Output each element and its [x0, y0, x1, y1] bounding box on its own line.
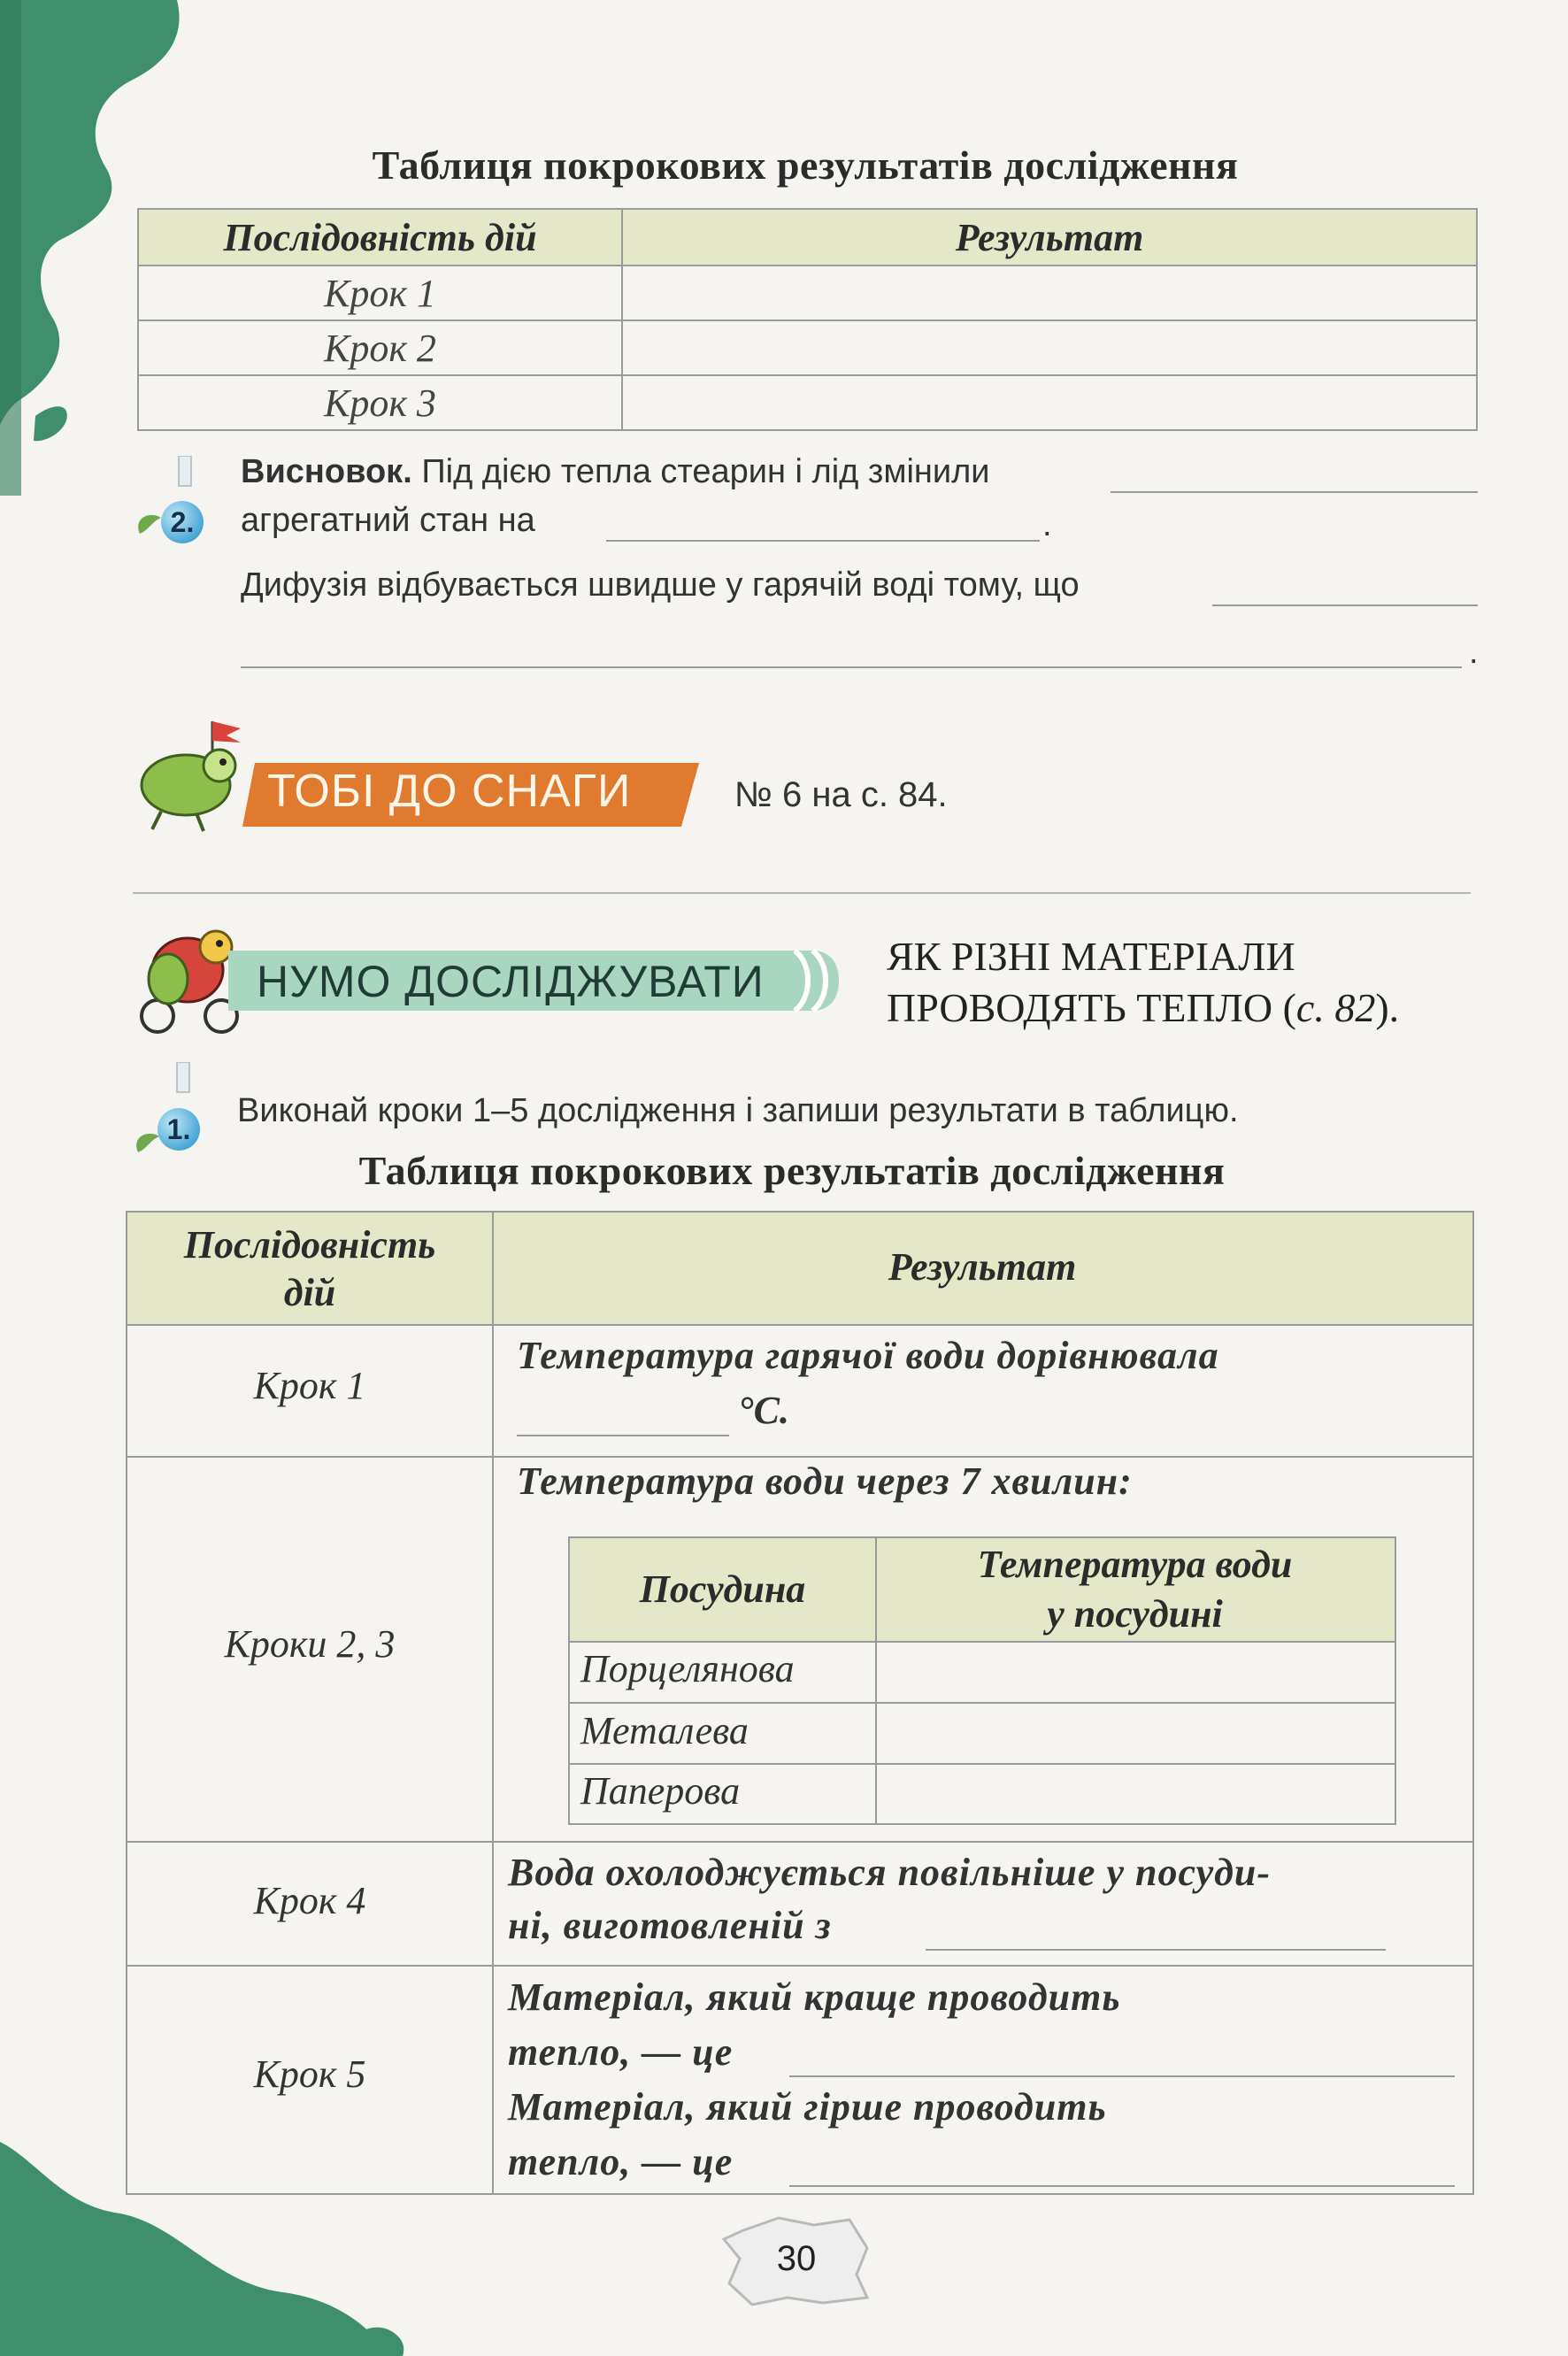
table2-col2-header: Результат — [888, 1245, 1077, 1289]
conclusion-label: Висновок. — [241, 453, 412, 490]
step5-better-conductor-input[interactable] — [789, 2075, 1455, 2077]
step4-material-input[interactable] — [926, 1949, 1386, 1951]
table2-col1-header — [127, 1221, 492, 1317]
conclusion-line3: Дифузія відбувається швидше у гарячій воді тому, що — [241, 566, 1080, 604]
table2-step4-text — [508, 1846, 1271, 1952]
inner-col2-header-b: у посудині — [1047, 1592, 1223, 1636]
table1-result2[interactable] — [622, 320, 1477, 375]
table2-step4-text-a: Вода охолоджується повільніше у посуди- — [508, 1851, 1272, 1894]
inner-col2-header — [875, 1540, 1395, 1639]
table2-step23-label: Кроки 2, 3 — [224, 1622, 396, 1666]
table1-title: Таблиця покрокових результатів дослідження — [372, 142, 1239, 188]
table1 — [137, 208, 1478, 431]
table2-col1-header-a: Послідовність — [183, 1223, 436, 1267]
conclusion-line2: агрегатний стан на — [241, 502, 535, 539]
answer-line-3[interactable] — [1212, 604, 1478, 606]
table1-step2: Крок 2 — [138, 320, 622, 375]
table2-step5-label: Крок 5 — [253, 2052, 366, 2096]
research-title-end: ). — [1375, 985, 1400, 1030]
table1-result3[interactable] — [622, 375, 1477, 430]
table1-result1[interactable] — [622, 266, 1477, 320]
table2-row-sep-1 — [127, 1456, 1472, 1458]
answer-line-1[interactable] — [1111, 491, 1478, 493]
table2-title: Таблиця покрокових результатів дослідження — [358, 1148, 1226, 1193]
table2-row-sep-2 — [127, 1841, 1472, 1843]
temp-paper-input[interactable] — [877, 1765, 1395, 1821]
table2-step1-text: Температура гарячої води дорівнювала — [517, 1334, 1219, 1377]
temp-porcelain-input[interactable] — [877, 1643, 1395, 1701]
inner-col2-header-a: Температура води — [977, 1543, 1293, 1586]
table2-step23-text: Температура води через 7 хвилин: — [517, 1459, 1133, 1503]
banner-tobi-do-snahy: ТОБІ ДО СНАГИ — [267, 766, 632, 817]
table2-step4-text-b: ні, виготовленій з — [508, 1904, 832, 1947]
table2-step1-unit: °С. — [738, 1389, 789, 1432]
section-divider — [133, 892, 1471, 894]
answer-line-4-period: . — [1469, 634, 1479, 671]
temp-metal-input[interactable] — [877, 1704, 1395, 1762]
inner-col1-header: Посудина — [639, 1567, 806, 1611]
vessel-porcelain: Порцелянова — [580, 1647, 795, 1690]
table2-step4-label: Крок 4 — [253, 1879, 366, 1922]
table1-col1-header: Послідовність дій — [138, 209, 622, 266]
vessel-paper: Паперова — [580, 1769, 741, 1813]
answer-line-2-period: . — [1042, 506, 1052, 543]
banner-numo-doslidzhuvaty: НУМО ДОСЛІДЖУВАТИ — [257, 957, 765, 1006]
step1-temperature-input[interactable] — [517, 1435, 729, 1436]
research-title-line2 — [887, 982, 1399, 1034]
answer-line-4[interactable] — [241, 666, 1462, 668]
table2-step5-text-a: Матеріал, який краще проводить — [508, 1975, 1121, 2019]
vessel-metal: Металева — [580, 1709, 749, 1752]
inner-table — [568, 1536, 1396, 1825]
research-title-page-ref: с. 82 — [1295, 985, 1376, 1030]
research-title-main: ПРОВОДЯТЬ ТЕПЛО ( — [887, 985, 1296, 1030]
task1-text: Виконай кроки 1–5 дослідження і запиши результати в таблицю. — [237, 1092, 1239, 1129]
research-title-line1: ЯК РІЗНІ МАТЕРІАЛИ — [887, 934, 1295, 979]
conclusion-line1-text: Під дією тепла стеарин і лід змінили — [421, 453, 990, 490]
table1-step3: Крок 3 — [138, 375, 622, 430]
banner1-reference: № 6 на с. 84. — [734, 775, 948, 814]
table1-step1: Крок 1 — [138, 266, 622, 320]
table2-step5-text — [508, 1970, 1120, 2190]
table2-step5-text-c: Матеріал, який гірше проводить — [508, 2085, 1107, 2129]
task1-number: 1. — [158, 1108, 200, 1151]
table1-col2-header: Результат — [622, 209, 1477, 266]
page-number: 30 — [776, 2239, 817, 2278]
step5-worse-conductor-input[interactable] — [789, 2185, 1455, 2187]
table2-col-divider — [492, 1213, 494, 2193]
table2-step1-label: Крок 1 — [253, 1364, 366, 1407]
table2-col1-header-b: дій — [283, 1271, 336, 1314]
conclusion-number: 2. — [161, 501, 204, 543]
conclusion-line1 — [241, 453, 990, 491]
answer-line-2[interactable] — [606, 540, 1040, 542]
table2-row-sep-3 — [127, 1965, 1472, 1967]
research-title — [887, 931, 1399, 1034]
table2 — [126, 1211, 1474, 2195]
table2-step5-text-b: тепло, — це — [508, 2030, 734, 2074]
table2-step5-text-d: тепло, — це — [508, 2140, 734, 2183]
